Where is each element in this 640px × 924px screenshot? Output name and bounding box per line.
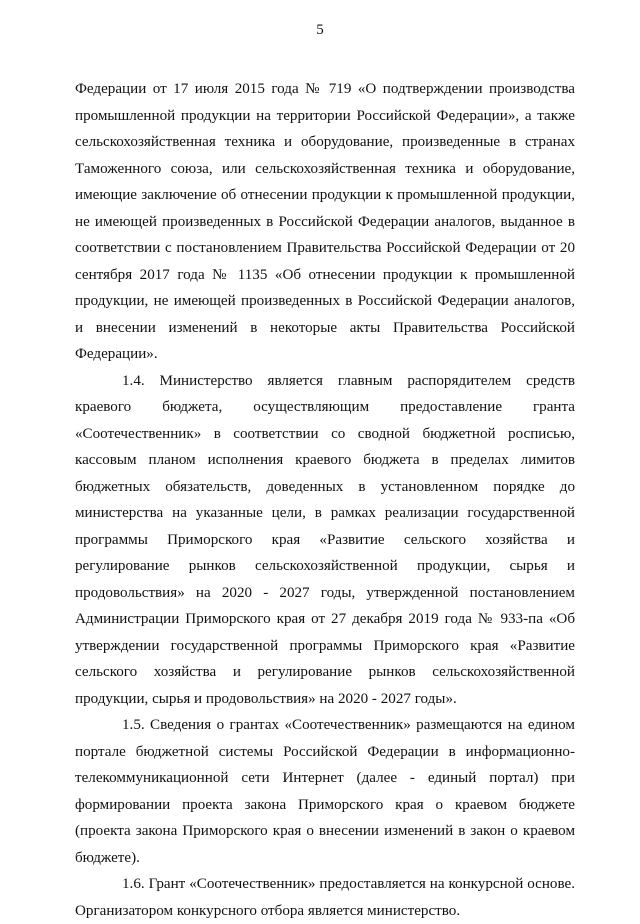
page-number: 5 bbox=[316, 22, 324, 38]
paragraph-continuation: Федерации от 17 июля 2015 года № 719 «О подтверждении производства промышленной продукции на территории Российской Федерации», а также сельскохозяйственная техника и оборудование, произведенные в странах Таможенного союза, или сельскохозяйственная техника и оборудование, имеющие заключение об отнесении продукции к промышленной продукции, не имеющей произведенных в Российской Федерации аналогов, выданное в соответствии с постановлением Правительства Российской Федерации от 20 сентября 2017 года № 1135 «Об отнесении продукции к промышленной продукции, не имеющей произведенных в Российской Федерации аналогов, и внесении изменений в некоторые акты Правительства Российской Федерации». bbox=[75, 81, 575, 362]
document-body bbox=[75, 76, 575, 924]
paragraph-1-5: 1.5. Сведения о грантах «Соотечественник» размещаются на едином портале бюджетной системы Российской Федерации в информационно-телекоммуникационной сети Интернет (далее - единый портал) при формировании проекта закона Приморского края о краевом бюджете (проекта закона Приморского края о внесении изменений в закон о краевом бюджете). bbox=[75, 717, 575, 866]
paragraph-1-6: 1.6. Грант «Соотечественник» предоставляется на конкурсной основе. Организатором конкурсного отбора является министерство. bbox=[75, 876, 575, 919]
paragraph-1-4: 1.4. Министерство является главным распорядителем средств краевого бюджета, осуществляющим предоставление гранта «Соотечественник» в соответствии со сводной бюджетной росписью, кассовым планом исполнения краевого бюджета в пределах лимитов бюджетных обязательств, доведенных в установленном порядке до министерства на указанные цели, в рамках реализации государственной программы Приморского края «Развитие сельского хозяйства и регулирование рынков сельскохозяйственной продукции, сырья и продовольствия» на 2020 - 2027 годы, утвержденной постановлением Администрации Приморского края от 27 декабря 2019 года № 933-па «Об утверждении государственной программы Приморского края «Развитие сельского хозяйства и регулирование рынков сельскохозяйственной продукции, сырья и продовольствия» на 2020 - 2027 годы». bbox=[75, 372, 575, 707]
